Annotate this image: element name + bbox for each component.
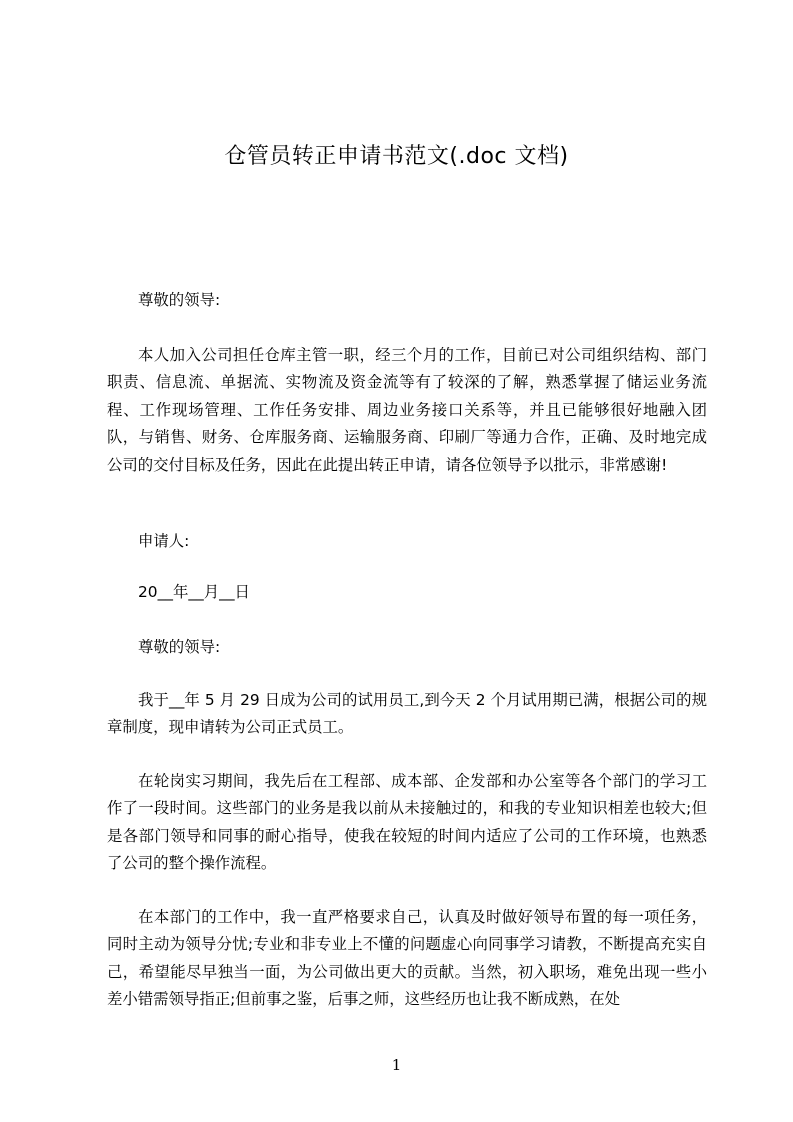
paragraph-rotation-internship: 在轮岗实习期间，我先后在工程部、成本部、企发部和办公室等各个部门的学习工作了一段时间。这些部门的业务是我以前从未接触过的，和我的专业知识相差也较大;但是各部门领导和同事的耐心指导，使我在较短的时间内适应了公司的工作环境，也熟悉了公司的整个操作流程。 bbox=[107, 772, 707, 873]
paragraph-department-work: 在本部门的工作中，我一直严格要求自己，认真及时做好领导布置的每一项任务，同时主动为领导分忧;专业和非专业上不懂的问题虚心向同事学习请教，不断提高充实自己，希望能尽早独当一面，为公司做出更大的贡献。当然，初入职场，难免出现一些小差小错需领导指正;但前事之鉴，后事之师，这些经历也让我不断成熟，在处 bbox=[107, 908, 707, 1009]
greeting-second: 尊敬的领导: bbox=[138, 638, 221, 656]
paragraph-trial-period: 我于__年 5 月 29 日成为公司的试用员工,到今天 2 个月试用期已满，根据公司的规章制度，现申请转为公司正式员工。 bbox=[107, 691, 707, 737]
applicant-label: 申请人: bbox=[138, 532, 190, 550]
document-title: 仓管员转正申请书范文(.doc 文档) bbox=[224, 144, 569, 169]
page-number: 1 bbox=[391, 1056, 402, 1074]
greeting-first: 尊敬的领导: bbox=[138, 291, 221, 309]
paragraph-probation-summary: 本人加入公司担任仓库主管一职，经三个月的工作，目前已对公司组织结构、部门职责、信息流、单据流、实物流及资金流等有了较深的了解，熟悉掌握了储运业务流程、工作现场管理、工作任务安排、周边业务接口关系等，并且已能够很好地融入团队，与销售、财务、仓库服务商、运输服务商、印刷厂等通力合作，正确、及时地完成公司的交付目标及任务，因此在此提出转正申请，请各位领导予以批示，非常感谢! bbox=[107, 346, 707, 474]
date-line: 20__年__月__日 bbox=[138, 583, 250, 601]
